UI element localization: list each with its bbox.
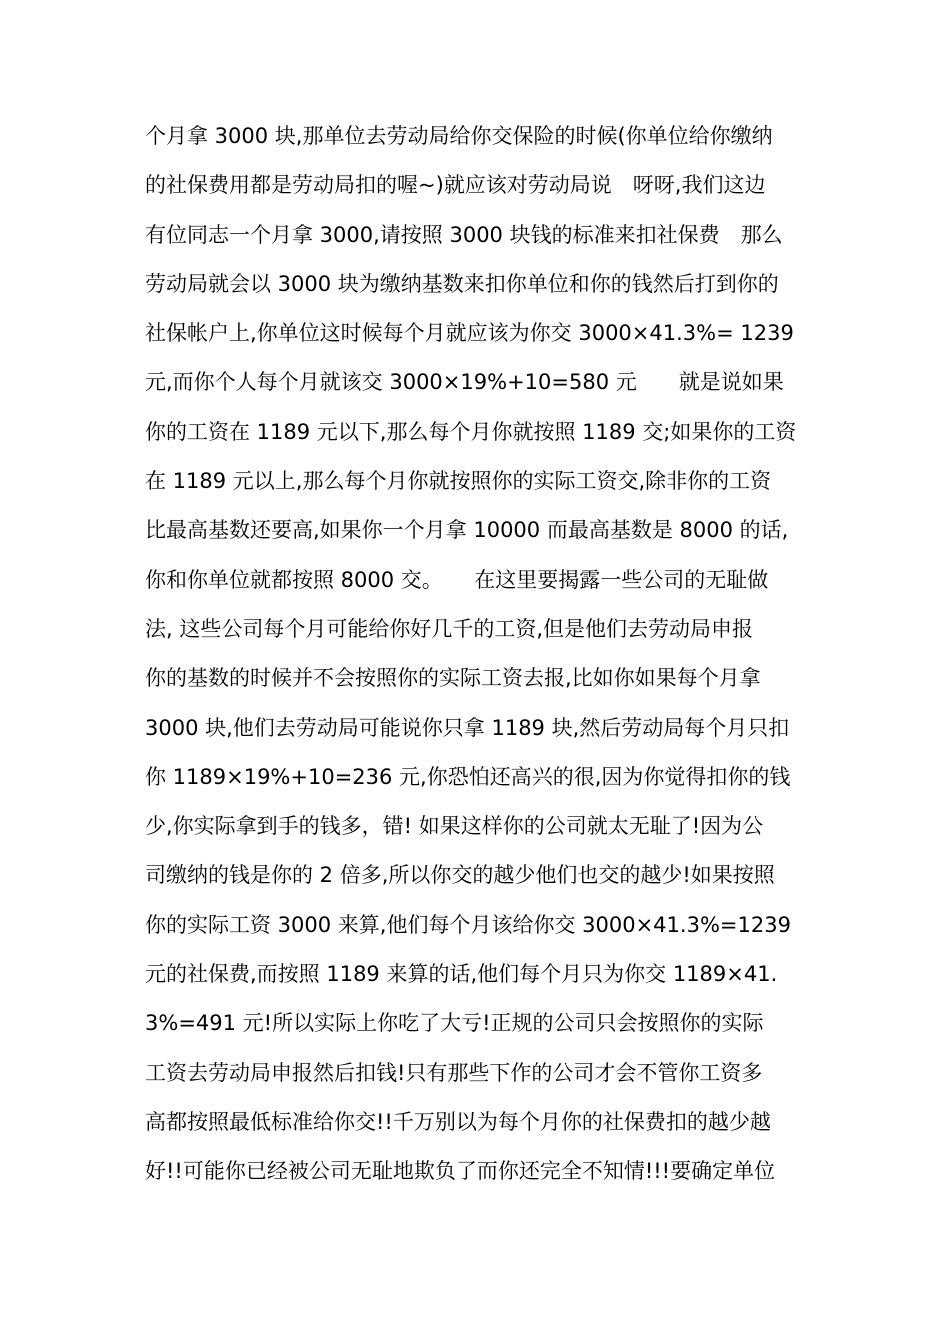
text-line: 有位同志一个月拿 3000,请按照 3000 块钱的标准来扣社保费 那么	[145, 222, 783, 247]
text-line: 元,而你个人每个月就该交 3000×19%+10=580 元 就是说如果	[145, 370, 784, 395]
text-line: 3000 块,他们去劳动局可能说你只拿 1189 块,然后劳动局每个月只扣	[145, 715, 790, 740]
text-line: 司缴纳的钱是你的 2 倍多,所以你交的越少他们也交的越少!如果按照	[145, 863, 775, 888]
text-line: 你和你单位就都按照 8000 交。 在这里要揭露一些公司的无耻做	[145, 567, 769, 592]
text-line: 元的社保费,而按照 1189 来算的话,他们每个月只为你交 1189×41.	[145, 962, 778, 987]
text-line: 你的工资在 1189 元以下,那么每个月你就按照 1189 交;如果你的工资	[145, 419, 797, 444]
text-line: 比最高基数还要高,如果你一个月拿 10000 而最高基数是 8000 的话,	[145, 518, 789, 543]
text-line: 你的实际工资 3000 来算,他们每个月该给你交 3000×41.3%=1239	[145, 912, 791, 937]
text-line: 的社保费用都是劳动局扣的喔~)就应该对劳动局说 呀呀,我们这边	[145, 173, 766, 198]
body-text	[145, 112, 815, 1197]
text-line: 个月拿 3000 块,那单位去劳动局给你交保险的时候(你单位给你缴纳	[145, 124, 773, 148]
text-line: 社保帐户上,你单位这时候每个月就应该为你交 3000×41.3%= 1239	[145, 321, 794, 346]
text-line: 在 1189 元以上,那么每个月你就按照你的实际工资交,除非你的工资	[145, 469, 772, 494]
text-line: 少,你实际拿到手的钱多，错! 如果这样你的公司就太无耻了!因为公	[145, 814, 764, 839]
text-line: 3%=491 元!所以实际上你吃了大亏!正规的公司只会按照你的实际	[145, 1011, 764, 1036]
text-line: 高都按照最低标准给你交!!千万别以为每个月你的社保费扣的越少越	[145, 1109, 771, 1134]
text-line: 你 1189×19%+10=236 元,你恐怕还高兴的很,因为你觉得扣你的钱	[145, 764, 791, 789]
text-line: 你的基数的时候并不会按照你的实际工资去报,比如你如果每个月拿	[145, 666, 761, 691]
text-line: 劳动局就会以 3000 块为缴纳基数来扣你单位和你的钱然后打到你的	[145, 271, 779, 296]
text-line: 好!!可能你已经被公司无耻地欺负了而你还完全不知情!!!要确定单位	[145, 1159, 776, 1184]
text-line: 法, 这些公司每个月可能给你好几千的工资,但是他们去劳动局申报	[145, 616, 754, 641]
text-line: 工资去劳动局申报然后扣钱!只有那些下作的公司才会不管你工资多	[145, 1060, 763, 1085]
